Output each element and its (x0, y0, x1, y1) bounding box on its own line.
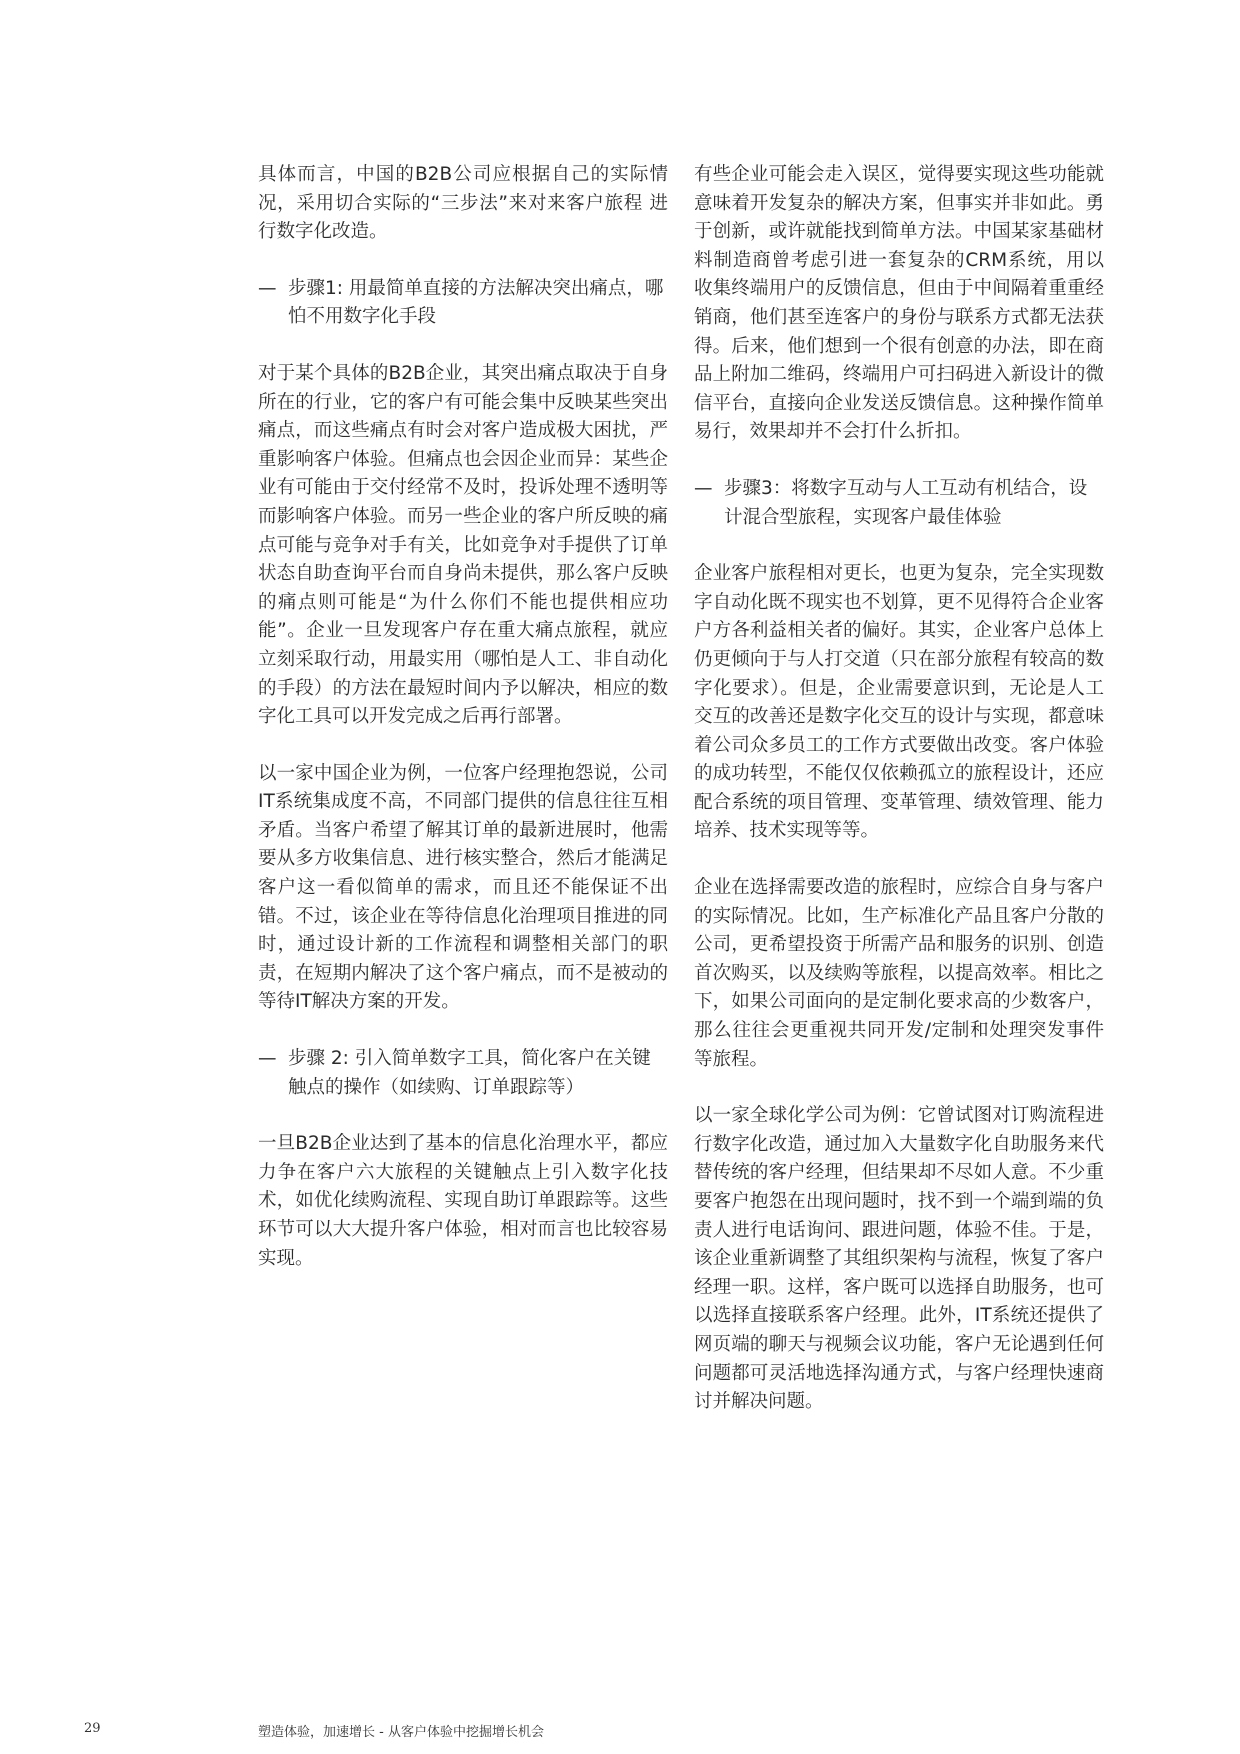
step-1-text: 步骤1: 用最简单直接的方法解决突出痛点，哪怕不用数字化手段 (288, 277, 664, 328)
step-3-text: 步骤3：将数字互动与人工互动有机结合，设计混合型旅程，实现客户最佳体验 (724, 477, 1088, 528)
step-dash: — (694, 477, 713, 499)
left-column (258, 161, 668, 1301)
paragraph-china-example: 以一家中国企业为例，一位客户经理抱怨说，公司IT系统集成度不高，不同部门提供的信息往往互相矛盾。当客户希望了解其订单的最新进展时，他需要从多方收集信息、进行核实整合，然后才能满足客户这一看似简单的需求，而且还不能保证不出错。不过，该企业在等待信息化治理项目推进的同时，通过设计新的工作流程和调整相关部门的职责，在短期内解决了这个客户痛点，而不是被动的等待IT解决方案的开发。 (258, 762, 668, 1013)
step-2-text: 步骤 2: 引入简单数字工具，简化客户在关键触点的操作（如续购、订单跟踪等） (288, 1048, 651, 1098)
step-3-heading (694, 475, 1104, 532)
paragraph-journey-selection: 企业在选择需要改造的旅程时，应综合自身与客户的实际情况。比如，生产标准化产品且客户分散的公司，更希望投资于所需产品和服务的识别、创造首次购买，以及续购等旅程，以提高效率。相比之下，如果公司面向的是定制化要求高的少数客户，那么往往会更重视共同开发/定制和处理突发事件等旅程。 (694, 877, 1104, 1070)
paragraph-chemical-example: 以一家全球化学公司为例：它曾试图对订购流程进行数字化改造，通过加入大量数字化自助服务来代替传统的客户经理，但结果却不尽如人意。不少重要客户抱怨在出现问题时，找不到一个端到端的负责人进行电话询问、跟进问题，体验不佳。于是，该企业重新调整了其组织架构与流程，恢复了客户经理一职。这样，客户既可以选择自助服务，也可以选择直接联系客户经理。此外，IT系统还提供了网页端的聊天与视频会议功能，客户无论遇到任何问题都可灵活地选择沟通方式，与客户经理快速商讨并解决问题。 (694, 1105, 1104, 1413)
footer-title: 塑造体验，加速增长 - 从客户体验中挖掘增长机会 (258, 1725, 544, 1740)
paragraph-pain-points: 对于某个具体的B2B企业，其突出痛点取决于自身所在的行业，它的客户有可能会集中反映某些突出痛点，而这些痛点有时会对客户造成极大困扰，严重影响客户体验。但痛点也会因企业而异：某些企业有可能由于交付经常不及时，投诉处理不透明等而影响客户体验。而另一些企业的客户所反映的痛点可能与竞争对手有关，比如竞争对手提供了订单状态自助查询平台而自身尚未提供，那么客户反映的痛点则可能是“为什么你们不能也提供相应功能”。企业一旦发现客户存在重大痛点旅程，就应立刻采取行动，用最实用（哪怕是人工、非自动化的手段）的方法在最短时间内予以解决，相应的数字化工具可以开发完成之后再行部署。 (258, 362, 668, 728)
paragraph-digital-tools: 一旦B2B企业达到了基本的信息化治理水平，都应力争在客户六大旅程的关键触点上引入数字化技术，如优化续购流程、实现自助订单跟踪等。这些环节可以大大提升客户体验，相对而言也比较容易实现。 (258, 1133, 668, 1269)
paragraph-misconception: 有些企业可能会走入误区，觉得要实现这些功能就意味着开发复杂的解决方案，但事实并非如此。勇于创新，或许就能找到简单方法。中国某家基础材料制造商曾考虑引进一套复杂的CRM系统，用以收集终端用户的反馈信息，但由于中间隔着重重经销商，他们甚至连客户的身份与联系方式都无法获得。后来，他们想到一个很有创意的办法，即在商品上附加二维码，终端用户可扫码进入新设计的微信平台，直接向企业发送反馈信息。这种操作简单易行，效果却并不会打什么折扣。 (694, 164, 1104, 443)
paragraph-intro: 具体而言，中国的B2B公司应根据自己的实际情况，采用切合实际的“三步法”来对来客户旅程 进行数字化改造。 (258, 164, 668, 243)
step-2-heading (258, 1045, 668, 1102)
step-1-heading (258, 275, 668, 332)
right-column (694, 161, 1104, 1445)
step-dash: — (258, 1048, 277, 1070)
step-dash: — (258, 277, 277, 299)
page-number: 29 (84, 1721, 101, 1736)
paragraph-hybrid-journey: 企业客户旅程相对更长，也更为复杂，完全实现数字自动化既不现实也不划算，更不见得符合企业客户方各利益相关者的偏好。其实，企业客户总体上仍更倾向于与人打交道（只在部分旅程有较高的数字化要求）。但是，企业需要意识到，无论是人工交互的改善还是数字化交互的设计与实现，都意味着公司众多员工的工作方式要做出改变。客户体验的成功转型，不能仅仅依赖孤立的旅程设计，还应配合系统的项目管理、变革管理、绩效管理、能力培养、技术实现等等。 (694, 563, 1104, 842)
